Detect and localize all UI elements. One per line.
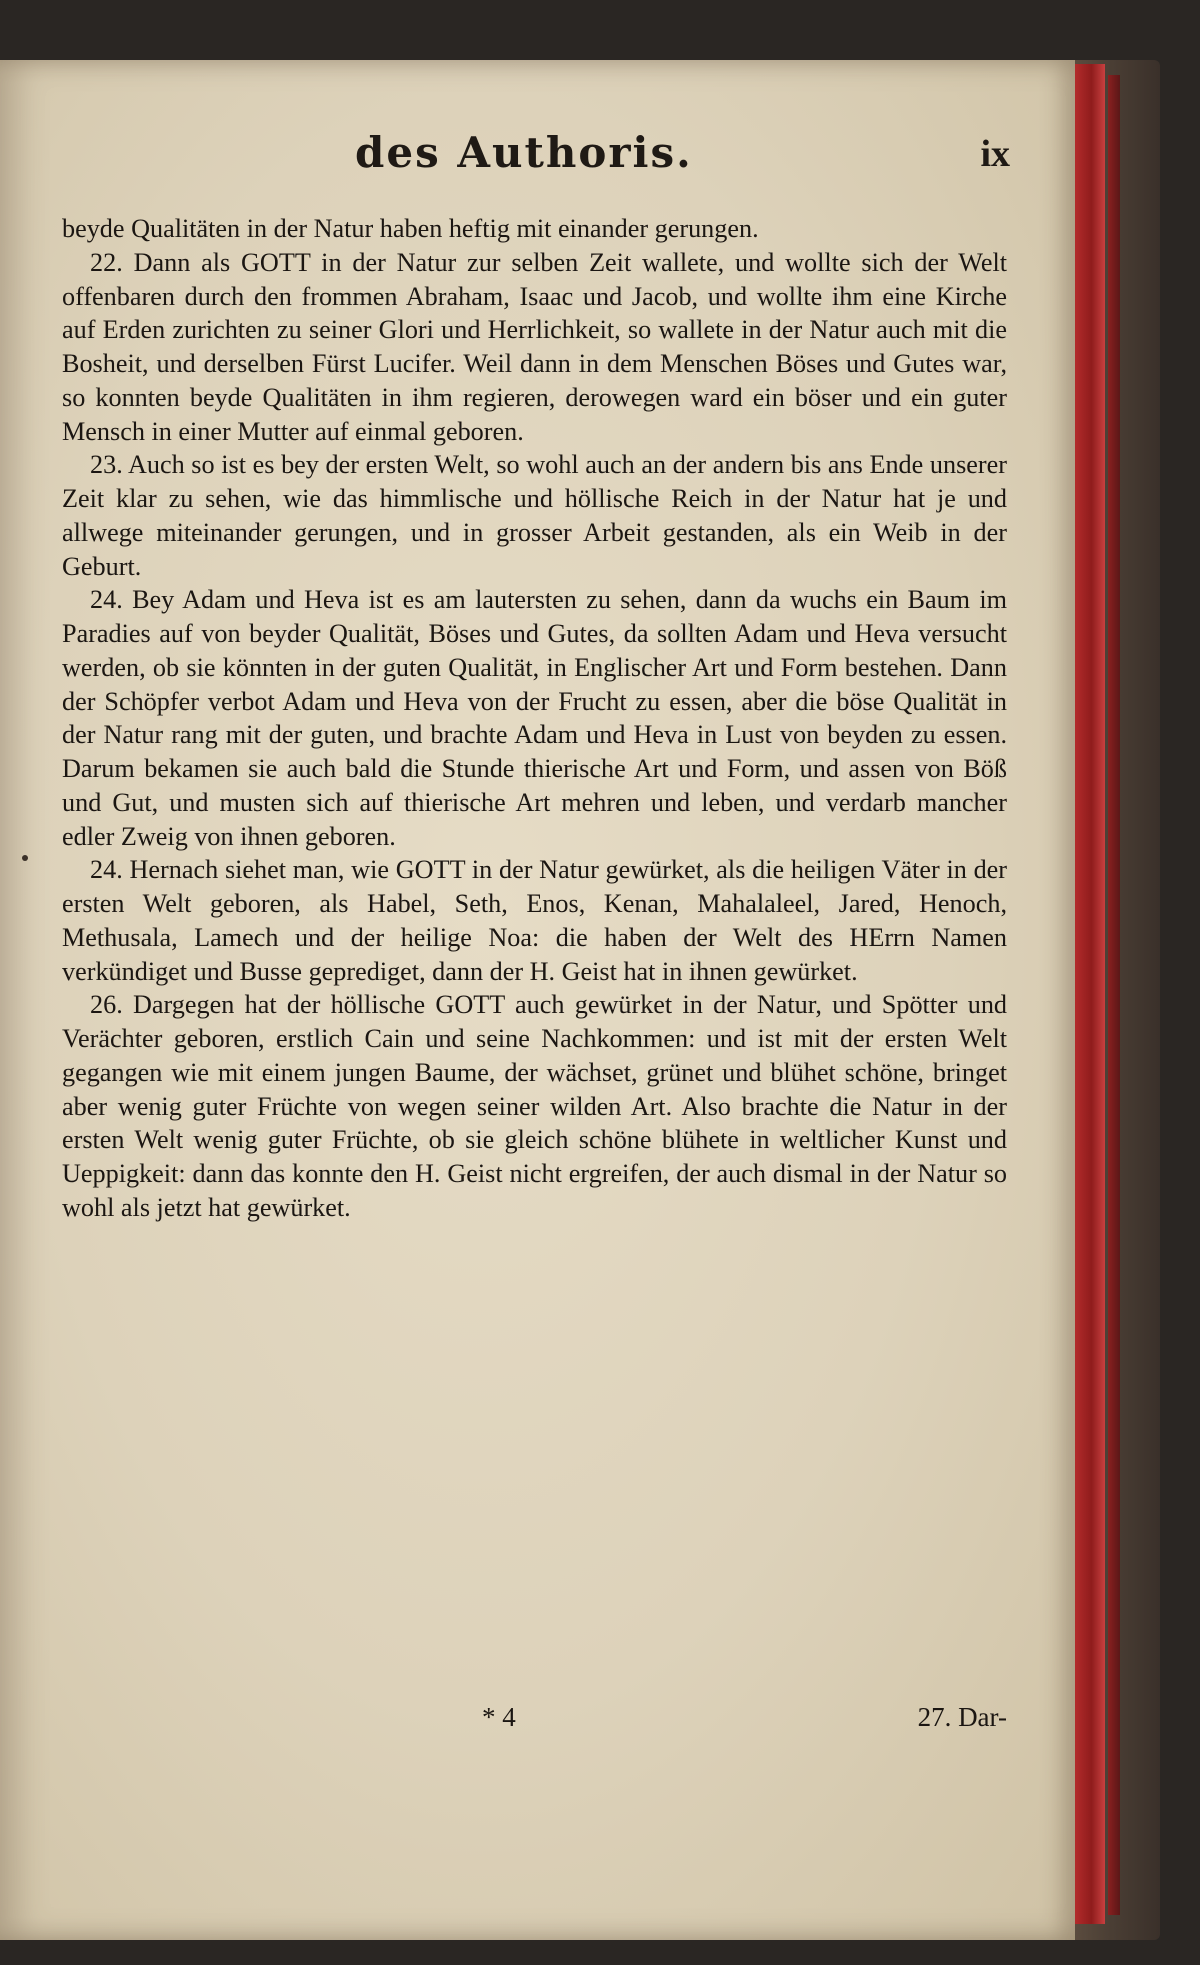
paragraph-text: Dann als GOTT in der Natur zur selben Zeit wallete, und wollte sich der Welt offenbaren durch den frommen Abraham, Isaac und Jacob, und wollte ihm eine Kirche auf Erden zurichten zu seiner Glori und Herrlichkeit, so wallete in der Natur auch mit die Bosheit, und derselben Fürst Lucifer. Weil dann in dem Menschen Böses und Gutes war, so konnten beyde Qualitäten in ihm regieren, derowegen ward ein böser und ein guter Mensch in einer Mutter auf einmal geboren. [62, 247, 1008, 446]
paragraph [62, 583, 1007, 853]
paragraph-number: 24. [90, 855, 123, 885]
red-page-edge [1075, 64, 1105, 1924]
paragraph-text: Hernach siehet man, wie GOTT in der Natur gewürket, als die heiligen Väter in der ersten Welt geboren, als Habel, Seth, Enos, Kenan, Mahalaleel, Jared, Henoch, Methusala, Lamech und der heilige Noa: die haben der Welt des HErrn Namen verkündiget und Busse geprediget, dann der H. Geist hat in ihnen gewürket. [62, 855, 1008, 986]
paragraph-number: 22. [90, 247, 123, 277]
margin-mark [22, 855, 28, 861]
paragraph [62, 448, 1007, 583]
page-header [40, 128, 1035, 188]
paragraph-text: Dargegen hat der höllische GOTT auch gewürket in der Natur, und Spötter und Verächter geboren, erstlich Cain und seine Nachkommen: und ist mit der ersten Welt gegangen wie mit einem jungen Baume, der wächset, grünet und blühet schöne, bringet aber wenig guter Früchte von wegen seiner wilden Art. Also brachte die Natur in der ersten Welt wenig guter Früchte, ob sie gleich schöne blühete in weltlicher Kunst und Ueppigkeit: dann das konnte den H. Geist nicht ergreifen, der auch dismal in der Natur so wohl als jetzt hat gewürket. [62, 990, 1008, 1222]
red-cover-edge [1108, 75, 1120, 1915]
paragraph-text: Bey Adam und Heva ist es am lautersten zu sehen, dann da wuchs ein Baum im Paradies auf von beyder Qualität, Böses und Gutes, da sollten Adam und Heva versucht werden, ob sie könnten in der guten Qualität, in Englischer Art und Form bestehen. Dann der Schöpfer verbot Adam und Heva von der Frucht zu essen, aber die böse Qualität in der Natur rang mit der guten, und brachte Adam und Heva in Lust von beyden zu essen. Darum bekamen sie auch bald die Stunde thierische Art und Form, und assen von Böß und Gut, und musten sich auf thierische Art mehren und leben, und verdarb mancher edler Zweig von ihnen geboren. [62, 585, 1008, 851]
catchword: 27. Dar- [917, 1702, 1007, 1732]
body-text [62, 212, 1007, 1225]
page-number: ix [980, 133, 1010, 175]
paragraph [62, 988, 1007, 1224]
paragraph [62, 246, 1007, 449]
book-page [0, 60, 1075, 1940]
paragraph-text: beyde Qualitäten in der Natur haben heftig mit einander gerungen. [62, 214, 759, 243]
paragraph-number: 24. [90, 585, 123, 615]
signature-mark: * 4 [482, 1702, 516, 1732]
running-head: des Authoris. [355, 128, 693, 177]
paragraph [62, 212, 1007, 246]
paragraph [62, 853, 1007, 988]
paragraph-number: 23. [90, 450, 123, 480]
paragraph-text: Auch so ist es bey der ersten Welt, so wohl auch an der andern bis ans Ende unserer Zeit klar zu sehen, wie das himmlische und höllische Reich in der Natur hat je und allwege miteinander gerungen, und in grosser Arbeit gestanden, als ein Weib in der Geburt. [62, 450, 1007, 581]
page-footer [62, 1702, 1007, 1738]
paragraph-number: 26. [90, 990, 123, 1020]
